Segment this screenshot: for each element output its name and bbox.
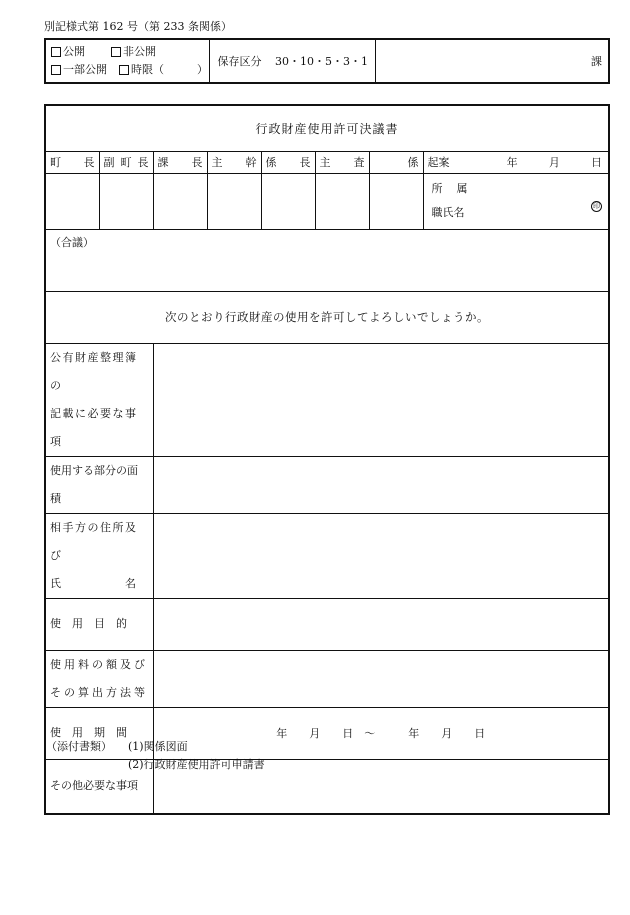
item-label-purpose: 使 用 目 的: [45, 598, 153, 650]
checkbox-icon[interactable]: [111, 47, 121, 57]
checkbox-icon[interactable]: [119, 65, 129, 75]
role-chief-officer: 主 幹: [207, 151, 261, 173]
department-suffix: 課: [591, 55, 602, 68]
draft-year: 年: [506, 156, 518, 169]
seal-icon: 印: [593, 202, 600, 210]
item-value-purpose[interactable]: [153, 598, 609, 650]
decision-form: [44, 104, 610, 815]
affiliation-char-1: 所: [431, 182, 443, 195]
draft-month: 月: [548, 156, 560, 169]
name-label: 職氏名: [431, 206, 465, 219]
draft-date-cell[interactable]: [423, 151, 609, 173]
disclosure-box: [44, 38, 610, 84]
item-value-fee[interactable]: [153, 650, 609, 707]
role-inspector: 主 査: [315, 151, 369, 173]
stamp-cell-section-chief[interactable]: [153, 173, 207, 229]
drafter-info-cell[interactable]: [423, 173, 609, 229]
role-town-mayor: 町 長: [45, 151, 99, 173]
draft-label: 起案: [427, 156, 450, 169]
option-time-limited[interactable]: 時限（ ）: [119, 61, 208, 79]
stamp-cell-staff[interactable]: [369, 173, 423, 229]
role-deputy-mayor: 副 町 長: [99, 151, 153, 173]
option-public[interactable]: 公開: [51, 43, 85, 61]
consultation-label: （合議）: [50, 235, 94, 249]
form-title: 行政財産使用許可決議書: [45, 105, 609, 151]
attachment-item: (1)関係図面: [128, 740, 188, 753]
request-sentence: 次のとおり行政財産の使用を許可してよろしいでしょうか。: [45, 291, 609, 343]
item-label-other: その他必要な事項: [45, 759, 153, 814]
item-label-period: 使 用 期 間: [45, 707, 153, 759]
stamp-cell-town-mayor[interactable]: [45, 173, 99, 229]
role-staff: 係: [369, 151, 423, 173]
item-value-registry[interactable]: [153, 343, 609, 456]
item-label-party: 相手方の住所及び 氏 名: [45, 513, 153, 598]
department-cell[interactable]: [375, 39, 609, 83]
affiliation-char-2: 属: [456, 182, 468, 195]
retention-values: 30・10・5・3・1: [275, 55, 368, 68]
stamp-cell-unit-chief[interactable]: [261, 173, 315, 229]
attachments-label: （添付書類）: [46, 740, 112, 753]
stamp-cell-chief-officer[interactable]: [207, 173, 261, 229]
attachment-item: (2)行政財産使用許可申請書: [128, 758, 265, 771]
retention-label: 保存区分: [217, 55, 262, 68]
form-number-label: 別記様式第 162 号（第 233 条関係）: [44, 20, 232, 33]
item-value-area[interactable]: [153, 456, 609, 513]
retention-cell: [209, 39, 375, 83]
consultation-cell[interactable]: [45, 229, 609, 291]
checkbox-icon[interactable]: [51, 65, 61, 75]
disclosure-options: [45, 39, 209, 83]
item-value-period[interactable]: 年 月 日 ～ 年 月 日: [153, 707, 609, 759]
attachments: [46, 738, 265, 774]
item-label-registry: 公有財産整理簿の 記載に必要な事項: [45, 343, 153, 456]
role-unit-chief: 係 長: [261, 151, 315, 173]
role-section-chief: 課 長: [153, 151, 207, 173]
item-label-area: 使用する部分の面積: [45, 456, 153, 513]
item-label-fee: 使用料の額及び その算出方法等: [45, 650, 153, 707]
stamp-cell-deputy-mayor[interactable]: [99, 173, 153, 229]
item-value-party[interactable]: [153, 513, 609, 598]
option-private[interactable]: 非公開: [111, 43, 156, 61]
draft-day: 日: [590, 156, 602, 169]
option-partial-public[interactable]: 一部公開: [51, 61, 107, 79]
checkbox-icon[interactable]: [51, 47, 61, 57]
stamp-cell-inspector[interactable]: [315, 173, 369, 229]
